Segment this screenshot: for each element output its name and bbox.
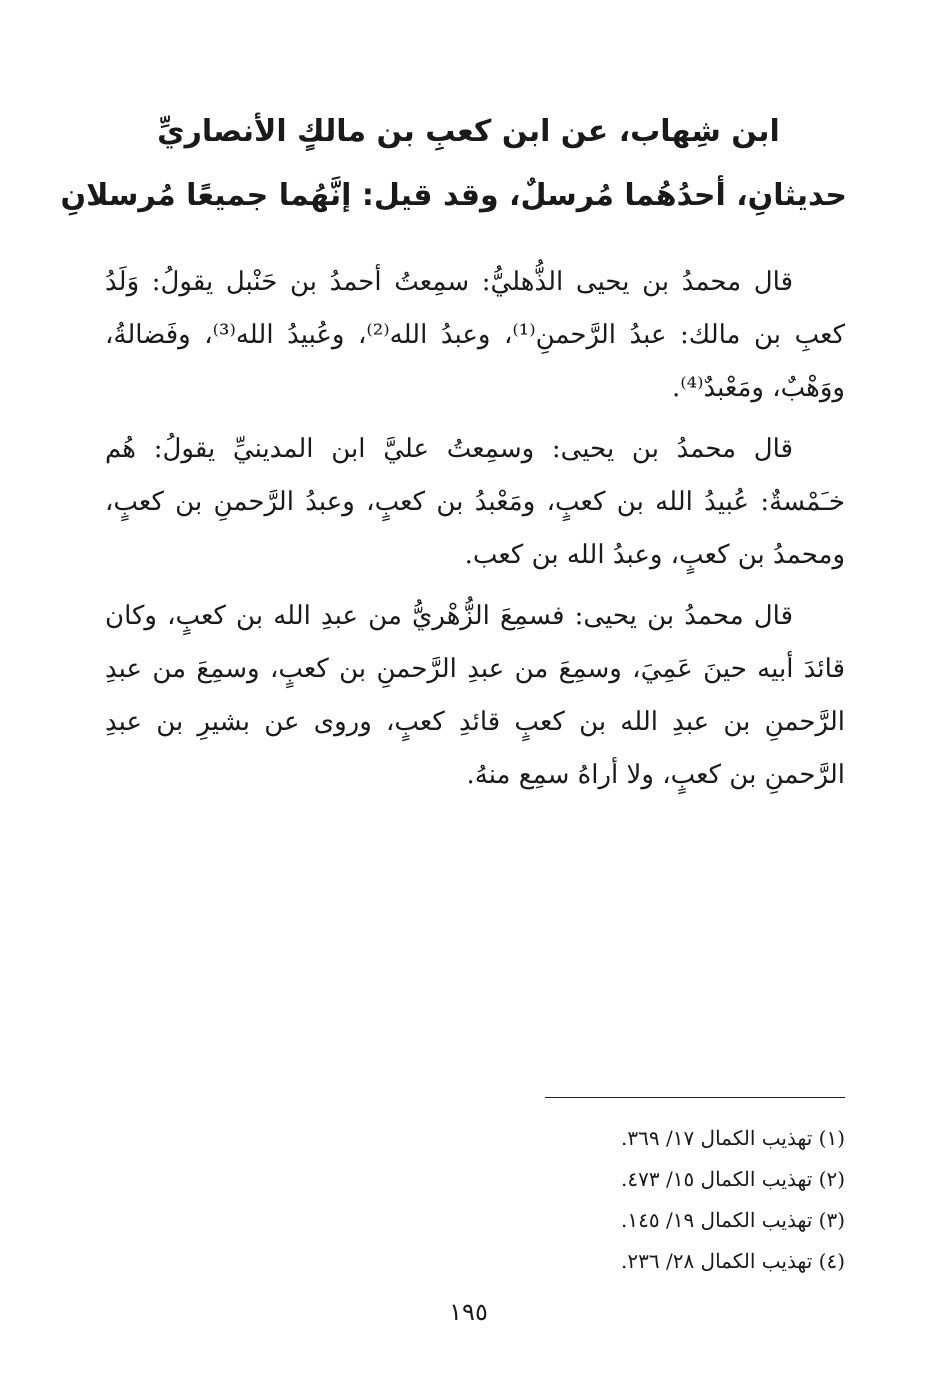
page-number: ١٩٥ (449, 1298, 488, 1326)
body-text (105, 256, 845, 810)
footnote-4: (٤) تهذيب الكمال ٢٨/ ٢٣٦. (621, 1249, 845, 1273)
paragraph-3: قال محمدُ بن يحيى: فسمِعَ الزُّهْريُّ من عبدِ الله بن كعبٍ، وكان قائدَ أبيه حينَ عَمِيَ، وسمِعَ من عبدِ الرَّحمنِ بن كعبٍ، وسمِعَ من عبدِ الرَّحمنِ بن عبدِ الله بن كعبٍ قائدِ كعبٍ، وروى عن بشيرِ بن عبدِ الرَّحمنِ بن كعبٍ، ولا أراهُ سمِع منهُ. (105, 601, 845, 790)
footnotes (105, 1118, 845, 1282)
paragraph-1: قال محمدُ بن يحيى الذُّهليُّ: سمِعتُ أحمدُ بن حَنْبل يقولُ: وَلَدُ كعبِ بن مالك: عبدُ الرَّحمنِ⁽¹⁾، وعبدُ الله⁽²⁾، وعُبيدُ الله⁽³⁾، وفَضالةُ، ووَهْبٌ، ومَعْبدٌ⁽⁴⁾. (105, 267, 846, 403)
chapter-subtitle: حديثانِ، أحدُهُما مُرسلٌ، وقد قيل: إنَّهُما جميعًا مُرسلانِ (60, 178, 847, 213)
chapter-title: ابن شِهاب، عن ابن كعبِ بن مالكٍ الأنصاريِّ (157, 114, 780, 149)
footnote-3: (٣) تهذيب الكمال ١٩/ ١٤٥. (621, 1208, 845, 1232)
footnote-2: (٢) تهذيب الكمال ١٥/ ٤٧٣. (621, 1167, 845, 1191)
chapter-headings (60, 110, 847, 238)
paragraph-2: قال محمدُ بن يحيى: وسمِعتُ عليَّ ابن المدينيِّ يقولُ: هُم خـَمْسةٌ: عُبيدُ الله بن كعبٍ، ومَعْبدُ بن كعبٍ، وعبدُ الرَّحمنِ بن كعبٍ، ومحمدُ بن كعبٍ، وعبدُ الله بن كعب. (105, 434, 845, 570)
footnote-1: (١) تهذيب الكمال ١٧/ ٣٦٩. (621, 1126, 845, 1150)
footnote-divider (545, 1097, 845, 1098)
